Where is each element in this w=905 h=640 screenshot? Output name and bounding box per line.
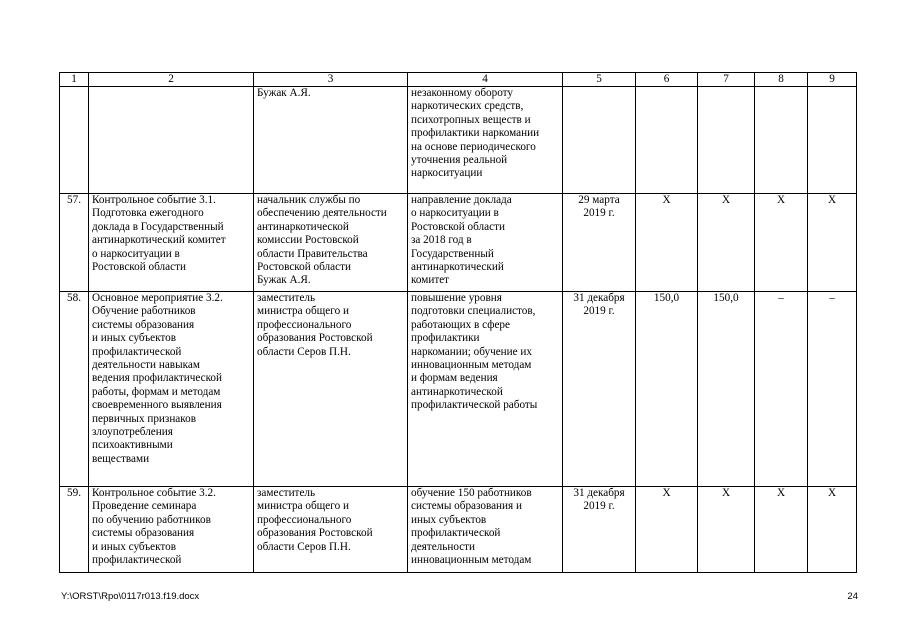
column-header: 1 <box>60 73 89 87</box>
value-cell-8: Х <box>755 487 808 573</box>
table-row <box>60 87 857 194</box>
responsible-cell: начальник службы по обеспечению деятельности антинаркотической комиссии Ростовской области Правительства Ростовской области Бужак А.Я. <box>254 194 408 292</box>
value-cell-7: Х <box>698 487 755 573</box>
table-row <box>60 487 857 573</box>
value-cell-9 <box>808 87 857 194</box>
column-number-header-row <box>60 73 857 87</box>
row-number: 57. <box>60 194 89 292</box>
value-cell-9: – <box>808 292 857 487</box>
event-cell: Контрольное событие 3.2. Проведение семинара по обучению работников системы образования и иных субъектов профилактической <box>89 487 254 573</box>
value-cell-6: Х <box>636 487 698 573</box>
event-cell: Контрольное событие 3.1. Подготовка ежегодного доклада в Государственный антинаркотический комитет о наркоситуации в Ростовской области <box>89 194 254 292</box>
event-cell: Основное мероприятие 3.2. Обучение работников системы образования и иных субъектов профилактической деятельности навыкам ведения профилактической работы, формам и методам своевременного выявления первичных признаков злоупотребления психоактивными веществами <box>89 292 254 487</box>
value-cell-9: Х <box>808 194 857 292</box>
column-header: 5 <box>563 73 636 87</box>
page-number: 24 <box>847 591 858 602</box>
value-cell-7: 150,0 <box>698 292 755 487</box>
date-cell: 29 марта 2019 г. <box>563 194 636 292</box>
value-cell-7 <box>698 87 755 194</box>
value-cell-6 <box>636 87 698 194</box>
result-cell: повышение уровня подготовки специалистов, работающих в сфере профилактики наркомании; обучение их инновационным методам и формам ведения антинаркотической профилактической работы <box>408 292 563 487</box>
column-header: 9 <box>808 73 857 87</box>
result-cell: обучение 150 работников системы образования и иных субъектов профилактической деятельности инновационным методам <box>408 487 563 573</box>
value-cell-6: 150,0 <box>636 292 698 487</box>
program-table <box>59 72 857 573</box>
column-header: 4 <box>408 73 563 87</box>
row-number: 59. <box>60 487 89 573</box>
date-cell <box>563 87 636 194</box>
date-cell: 31 декабря 2019 г. <box>563 487 636 573</box>
file-path-footer: Y:\ORST\Rpo\0117r013.f19.docx <box>61 591 200 602</box>
event-cell <box>89 87 254 194</box>
row-number: 58. <box>60 292 89 487</box>
column-header: 6 <box>636 73 698 87</box>
column-header: 7 <box>698 73 755 87</box>
value-cell-6: Х <box>636 194 698 292</box>
table-row <box>60 194 857 292</box>
row-number <box>60 87 89 194</box>
value-cell-8: – <box>755 292 808 487</box>
responsible-cell: заместитель министра общего и профессионального образования Ростовской области Серов П.Н. <box>254 487 408 573</box>
value-cell-9: Х <box>808 487 857 573</box>
value-cell-8: Х <box>755 194 808 292</box>
value-cell-8 <box>755 87 808 194</box>
value-cell-7: Х <box>698 194 755 292</box>
table-row <box>60 292 857 487</box>
result-cell: направление доклада о наркоситуации в Ростовской области за 2018 год в Государственный антинаркотический комитет <box>408 194 563 292</box>
responsible-cell: Бужак А.Я. <box>254 87 408 194</box>
result-cell: незаконному обороту наркотических средств, психотропных веществ и профилактики наркомании на основе периодического уточнения реальной наркоситуации <box>408 87 563 194</box>
date-cell: 31 декабря 2019 г. <box>563 292 636 487</box>
responsible-cell: заместитель министра общего и профессионального образования Ростовской области Серов П.Н. <box>254 292 408 487</box>
column-header: 3 <box>254 73 408 87</box>
column-header: 2 <box>89 73 254 87</box>
column-header: 8 <box>755 73 808 87</box>
